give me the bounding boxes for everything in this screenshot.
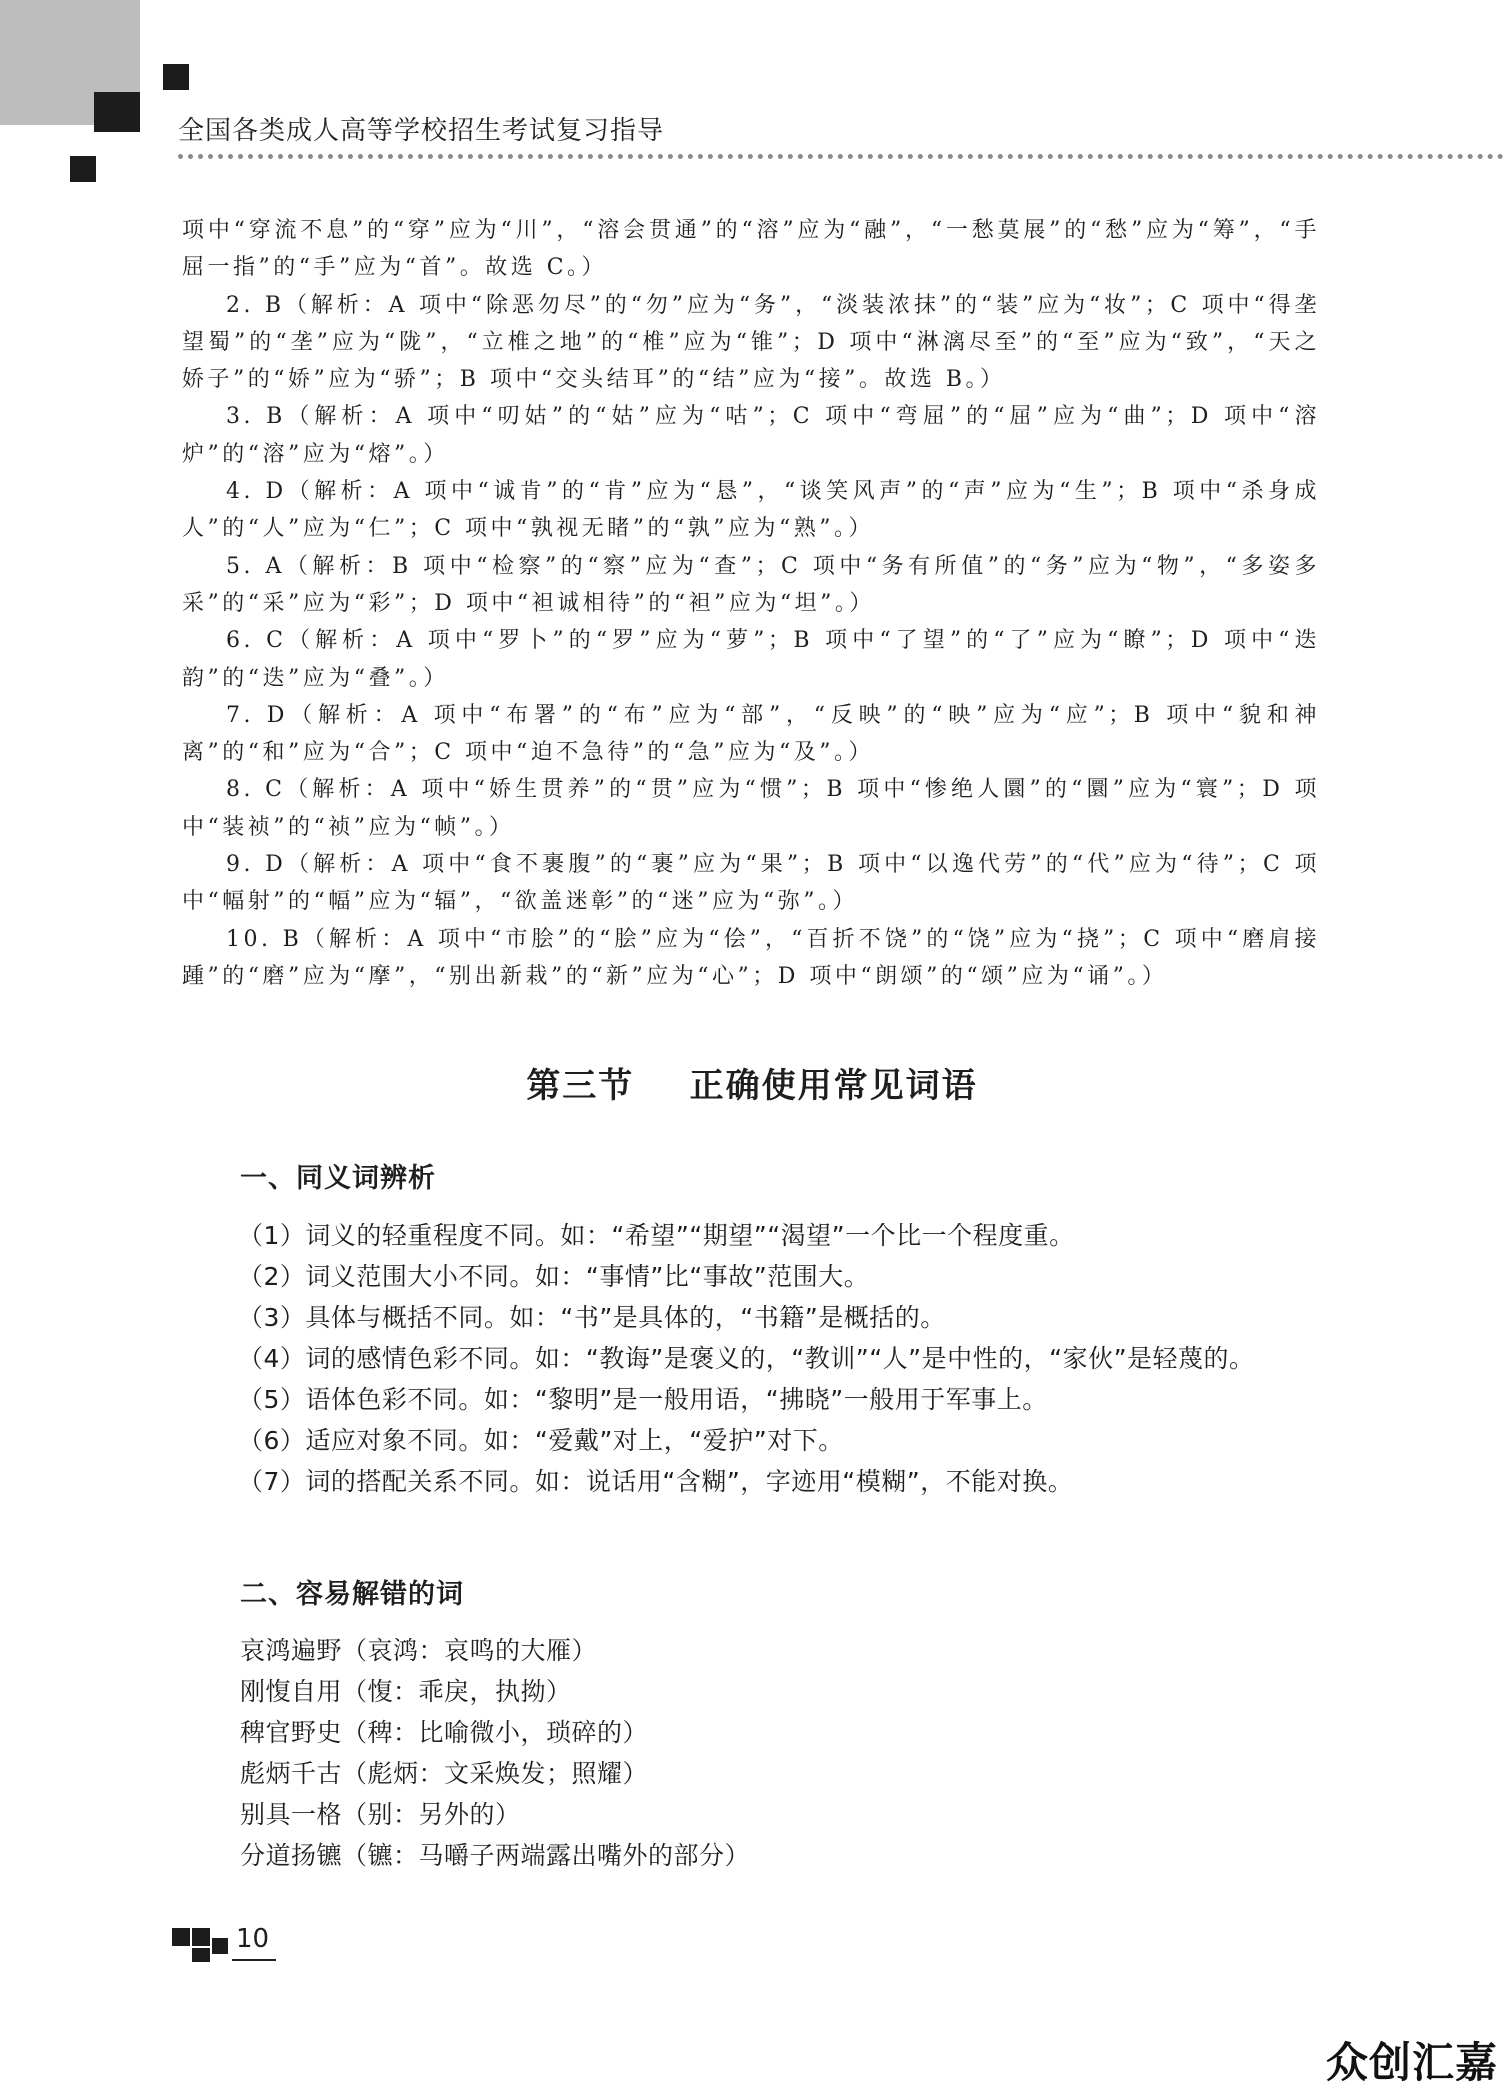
answer-item-2: 2. B（解析：A 项中“除恶勿尽”的“勿”应为“务”，“淡装浓抹”的“装”应为“妆”；C 项中“得垄望蜀”的“垄”应为“陇”，“立椎之地”的“椎”应为“锥”；D 项中“淋漓尽至”的“至”应为“致”，“天之娇子”的“娇”应为“骄”；B 项中“交头结耳”的“结”应为“接”。故选 B。） (182, 292, 1320, 393)
subsection-title-misread-words: 二、容易解错的词 (240, 1579, 464, 1610)
answer-item-3: 3. B（解析：A 项中“叨姑”的“姑”应为“咕”；C 项中“弯屈”的“屈”应为“曲”；D 项中“溶炉”的“溶”应为“熔”。） (182, 404, 1321, 467)
answer-item-7: 7. D（解析：A 项中“布署”的“布”应为“部”，“反映”的“映”应为“应”；B 项中“貌和神离”的“和”应为“合”；C 项中“迫不急待”的“急”应为“及”。） (182, 702, 1320, 766)
answer-list (182, 212, 1320, 995)
word-item: 彪炳千古（彪炳：文采焕发；照耀） (240, 1759, 649, 1788)
point-1: （1）词义的轻重程度不同。如：“希望”“期望”“渴望”一个比一个程度重。 (238, 1221, 1075, 1250)
word-item: 别具一格（别：另外的） (240, 1800, 521, 1829)
answer-item-8: 8. C（解析：A 项中“娇生贯养”的“贯”应为“惯”；B 项中“惨绝人圜”的“圜”应为“寰”；D 项中“装祯”的“祯”应为“帧”。） (182, 777, 1320, 840)
footer-square (212, 1938, 228, 1954)
subsection-title-synonyms: 一、同义词辨析 (240, 1163, 436, 1194)
answer-item-5: 5. A（解析：B 项中“检察”的“察”应为“查”；C 项中“务有所值”的“务”应为“物”，“多姿多采”的“采”应为“彩”；D 项中“袒诚相待”的“袒”应为“坦”。） (182, 553, 1320, 616)
page-number: 10 (236, 1924, 270, 1954)
synonym-points (182, 1215, 1320, 1502)
answer-item-4: 4. D（解析：A 项中“诚肯”的“肯”应为“恳”，“谈笑风声”的“声”应为“生”；B 项中“杀身成人”的“人”应为“仁”；C 项中“孰视无睹”的“孰”应为“熟”。） (182, 479, 1320, 542)
word-item: 哀鸿遍野（哀鸿：哀鸣的大雁） (240, 1636, 598, 1665)
footer-square (172, 1928, 190, 1946)
word-item: 稗官野史（稗：比喻微小，琐碎的） (240, 1718, 649, 1747)
point-7: （7）词的搭配关系不同。如：说话用“含糊”，字迹用“模糊”，不能对换。 (238, 1467, 1074, 1496)
answer-item-9: 9. D（解析：A 项中“食不裹腹”的“裹”应为“果”；B 项中“以逸代劳”的“代”应为“待”；C 项中“幅射”的“幅”应为“辐”，“欲盖迷彰”的“迷”应为“弥”。） (182, 852, 1320, 915)
section-title-text: 第三节 正确使用常见词语 (526, 1066, 978, 1106)
section-title (0, 1058, 1504, 1107)
header-dotted-rule (178, 154, 1504, 159)
watermark: 众创汇嘉 (1325, 2038, 1498, 2087)
header-square-small (163, 64, 189, 90)
footer-square (192, 1948, 210, 1962)
answer-item-continued: 项中“穿流不息”的“穿”应为“川”，“溶会贯通”的“溶”应为“融”，“一愁莫展”的“愁”应为“筹”，“手屈一指”的“手”应为“首”。故选 C。） (182, 218, 1320, 281)
page-number-rule (232, 1959, 276, 1961)
answer-item-10: 10. B（解析：A 项中“市脍”的“脍”应为“侩”，“百折不饶”的“饶”应为“挠”；C 项中“磨肩接踵”的“磨”应为“摩”，“别出新栽”的“新”应为“心”；D 项中“朗颂”的“颂”应为“诵”。） (182, 926, 1320, 989)
footer-square (192, 1928, 210, 1946)
point-6: （6）适应对象不同。如：“爱戴”对上，“爱护”对下。 (238, 1426, 844, 1455)
header-square-bottom (70, 156, 96, 182)
word-list (240, 1630, 750, 1876)
point-2: （2）词义范围大小不同。如：“事情”比“事故”范围大。 (238, 1262, 870, 1291)
word-item: 分道扬镳（镳：马嚼子两端露出嘴外的部分） (240, 1841, 751, 1870)
point-3: （3）具体与概括不同。如：“书”是具体的，“书籍”是概括的。 (238, 1303, 946, 1332)
running-header-title: 全国各类成人高等学校招生考试复习指导 (178, 116, 665, 146)
point-5: （5）语体色彩不同。如：“黎明”是一般用语，“拂晓”一般用于军事上。 (238, 1385, 1048, 1414)
answer-item-6: 6. C（解析：A 项中“罗卜”的“罗”应为“萝”；B 项中“了望”的“了”应为“瞭”；D 项中“迭韵”的“迭”应为“叠”。） (182, 628, 1321, 691)
point-4: （4）词的感情色彩不同。如：“教诲”是褒义的，“教训”“人”是中性的，“家伙”是轻蔑的。 (238, 1344, 1255, 1373)
word-item: 刚愎自用（愎：乖戾，执拗） (240, 1677, 572, 1706)
header-square-large (94, 92, 140, 132)
